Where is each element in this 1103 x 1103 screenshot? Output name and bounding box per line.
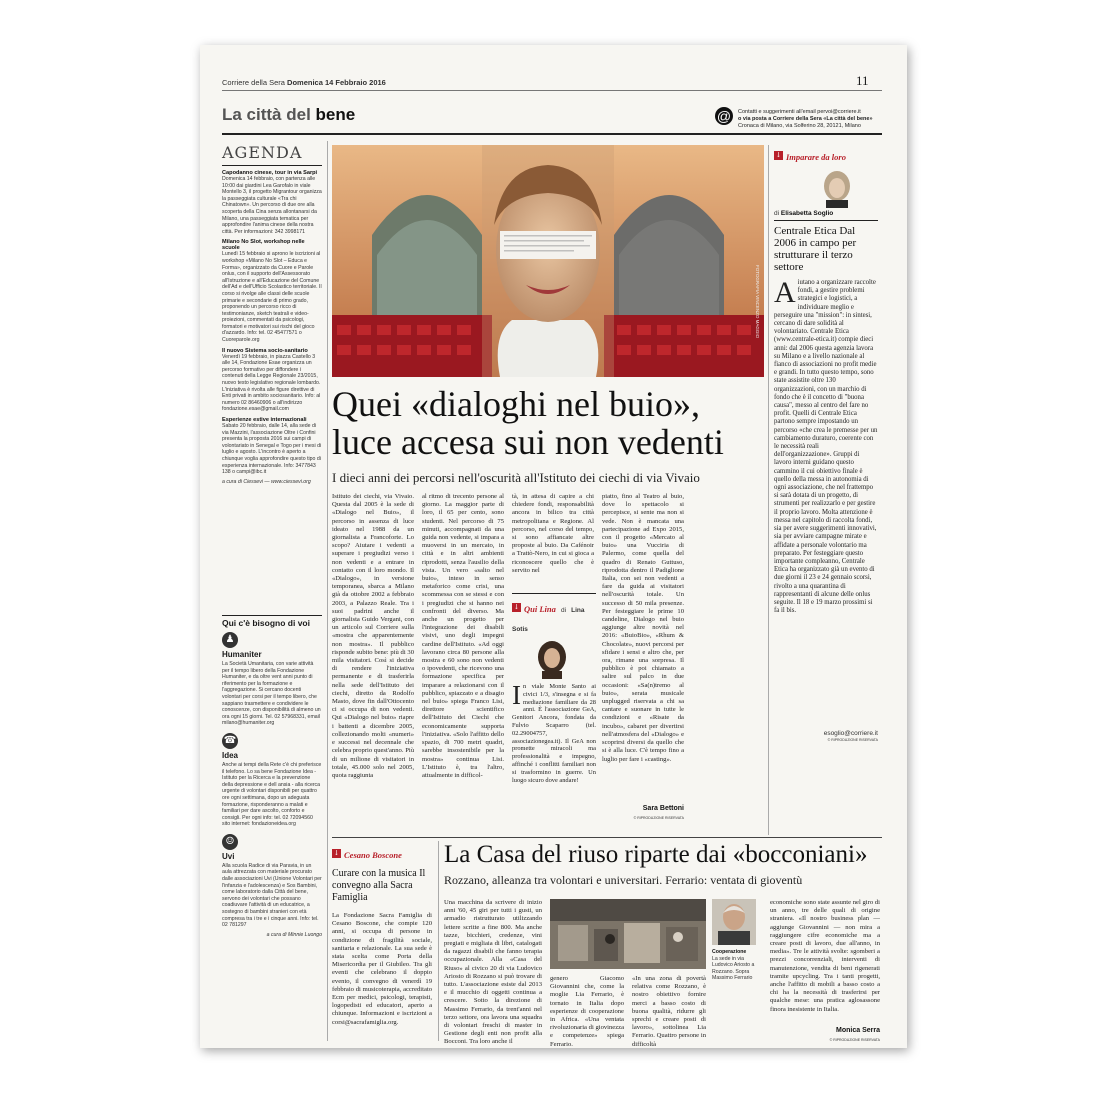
org-block <box>222 834 322 929</box>
arrow-icon: ↓ <box>333 849 340 857</box>
cesano-text: La Fondazione Sacra Famiglia di Cesano Boscone, che compie 120 anni, si occupa di persone in condizione di fragilità sociale, sanitaria e relazionale. La sua sede è stata scelta come Porta della Misericordia per il Giubileo. Tra gli eventi che celebrano il doppio evento, il convegno di venerdì 19 febbraio di musicoterapia, accreditato Ecm per medici, psicologi, terapisti, logopedisti ed educatori, aperto a chiunque. Informazioni e iscrizioni a corsi@sacrafamiglia.org. <box>332 912 432 1026</box>
org-name: Uvi <box>222 851 235 861</box>
imparare-author: Elisabetta Soglio <box>780 210 834 217</box>
agenda-item <box>222 417 322 476</box>
main-article-col-2: al ritmo di trecento persone al giorno. La maggior parte di loro, il 65 per cento, sono studenti. Nel percorso di 75 minuti, accompagnati da una guida non vedente, si impara a muoversi in un mercato, in città e in altri ambienti riprodotti, senza l'ausilio della vista. Un vero «salto nel buio», inteso in senso metaforico come crisi, una scommessa con se stessi e con i pregiudizi che si hanno nei confronti del diverso. Ma anche un progetto per l'integrazione dei disabili visivi, uno degli impegni cardine dell'Istituto. «Ad oggi lavorano circa 80 persone alla mostra e 60 sono non vedenti o ipovedenti, che ricevono una formazione specifica per imparare a relazionarsi con il pubblico, spiazzato e a disagio nel buio» spiega Franco Lisi, direttore scientifico dell'Istituto dei Ciechi che economicamente supporta l'iniziativa. «Solo l'affitto dello spazio, di 700 metri quadri, sarebbe insostenibile per la mostra» continua Lisi. L'Istituto è, tra l'altro, attualmente in difficol- <box>422 493 504 779</box>
section-title-part-b: bene <box>315 105 356 124</box>
agenda-item-body: Sabato 20 febbraio, dalle 14, alla sede di via Mazzini, l'associazione Oltre i Confini presenta la proposta 2016 sui campi di volontariato in Senegal e Togo per i mesi di luglio e agosto. L'incontro è aperto a chiunque voglia approfondire questo tipo di esperienza internazionale. Info: 3477843 138 o campi@ibc.it <box>222 423 322 476</box>
section-title-part-a: La città del <box>222 105 311 124</box>
imparare-text <box>774 276 878 727</box>
need-credit: a cura di Minnie Luongo <box>266 931 322 938</box>
photo-credit: FOTOGRAFIA VINCENZO MAGGIO <box>755 265 760 339</box>
family-icon: ☺ <box>222 834 238 850</box>
agenda-item-heading: Esperienze estive internazionali <box>222 417 307 423</box>
imparare-rights: © RIPRODUZIONE RISERVATA <box>827 738 878 742</box>
org-body: Anche ai tempi della Rete c'è chi preferisce il telefono. Lo sa bene Fondazione Idea - Istituto per la Ricerca e la prevenzione della depressione e dell ansia - alla ricerca urgente di volontari disponibili per quattro ore ogni settimana, dopo un adeguata formazione, risponderanno a malati e familiari per dare ascolto, conforto e consigli. Per ogni info: tel. 02 72094560 sito internet: fondazioneidea.org <box>222 761 322 828</box>
contact-line-2: o via posta a Corriere della Sera «La città del bene» <box>738 116 873 122</box>
main-headline-line-1: Quei «dialoghi nel buio», <box>332 384 700 424</box>
arrow-icon: ↓ <box>775 151 782 159</box>
main-article-col-1: Istituto dei ciechi, via Vivaio. Questa dal 2005 è la sede di «Dialogo nel Buio», il percorso in assenza di luce ideato nel 1988 da un giornalista a Francoforte. Lo scopo? Aiutare i vedenti a superare i pregiudizi verso i non vedenti e a entrare in contatto con il loro mondo. Il «Dialogo», in versione temporanea, sbarca a Milano già da ottobre 2002 a febbraio 2003, a Palazzo Reale. Tra i suoi padrini anche il giornalista Guido Vergani, con un articolo sul Corriere sulla «mostra che apparentemente non mostra». Il pubblico risponde subito bene: più di 30 mila visitatori. Così si decide di rendere l'iniziativa permanente e di trasferirla nella sede dell'Istituto dei ciechi, diretto da Rodolfo Masto, dove fin dall'Ottocento ci si occupa di non vedenti. Qui «Dialogo nel buio» riapre i battenti a dicembre 2005, collezionando molti «numeri» e successi nel decennale che celebra proprio quest'anno. Più di un milione di visitatori in totale, 45.000 solo nel 2005, quota raggiunta <box>332 493 414 779</box>
agenda-item-body: Domenica 14 febbraio, con partenza alle 10:00 dai giardini Lea Garofalo in viale Montello 3, il progetto Migrantour organizza la passeggiata culturale «Tra chi Chinatown». Un percorso di due ore alla scoperta della Cina senza allontanarsi da Milano, una passeggiata tematica per approfondire l'anima cinese della nostra città. Per informazioni: 342 3998171 <box>222 176 322 235</box>
main-signature: Sara Bettoni <box>642 805 684 812</box>
riuso-signature: Monica Serra <box>836 1027 880 1034</box>
org-name: Idea <box>222 750 239 760</box>
riuso-caption <box>712 949 764 982</box>
masthead <box>222 78 386 87</box>
imparare-tag: Imparare da loro <box>786 152 846 162</box>
imparare-byline <box>774 210 878 217</box>
cesano-header <box>332 843 432 862</box>
riuso-col-1: Una macchina da scrivere di inizio anni '60, 45 giri per tutti i gusti, un armadio ristrutturato utilizzando lettere scritte a fine 800. Ma anche tazze, bicchieri, credenze, vini pregiati e migliaia di libri, catalogati da ragazzi disabili che fanno terapia occupazionale. Alla «Casa del Riuso» al civico 20 di via Ludovico Ariosto di Rozzano si può trovare di tutto. L'associazione esiste dal 2013 e il mucchio di oggetti continua a crescere. Sotto la direzione di Massimo Ferrario, da trent'anni nel terzo settore, ora lavora una squadra di volontari freschi di master in Gestione degli enti non profit alla Bocconi. Tra loro anche il <box>444 899 542 1046</box>
riuso-photo-shop <box>550 899 706 969</box>
qui-lina-dropcap: I <box>512 680 521 710</box>
riuso-headline: La Casa del riuso riparte dai «bocconiani» <box>444 841 868 868</box>
soglio-portrait <box>819 170 855 208</box>
agenda-item-body: Lunedì 15 febbraio si aprono le iscrizioni al workshop «Milano No Slot – Educa e Forma», organizzato da Cuore e Parole onlus, con il supporto dell'Assessorato all'Istruzione e all'Educazione del Comune dell'Ad e dell'Ufficio Scolastico territoriale. Il corso si rivolge alle classi delle scuole primarie e secondarie di primo grado, proponendo un percorso ricco di testimonianze, sketch teatrali e video-proiezioni, commentati da psicologi, formatori e motivatori sui rischi del gioco d'azzardo. Info: tel. 02 45477571 o Cuoreparole.org <box>222 251 322 344</box>
imparare-headline: Centrale Etica Dal 2006 in campo per strutturare il terzo settore <box>774 225 857 273</box>
need-column <box>222 615 322 938</box>
qui-lina-text <box>512 680 596 784</box>
imparare-column <box>774 145 878 744</box>
contact-box <box>738 109 888 130</box>
agenda-item <box>222 170 322 235</box>
org-body: La Società Umanitaria, con varie attività per il tempo libero della Fondazione Humaniter, e da oltre vent anni punto di riferimento per la formazione e l'aggregazione. Si cercano docenti volontari per corsi per il tempo libero, che sappiano trasmettere e condividere le conoscenze, con disponibilità di almeno un ora ogni 15 giorni. Tel. 02 57968331, email milano@humaniter.org <box>222 661 321 727</box>
agenda-item-heading: Capodanno cinese, tour in via Sarpi <box>222 170 318 176</box>
qui-lina-by: di <box>560 607 567 614</box>
org-block <box>222 632 322 727</box>
imparare-email: esoglio@corriere.it <box>823 730 878 737</box>
main-article-col-4: piatto, fino al Teatro al buio, dove lo spettacolo si percepisce, si sente ma non si vede. Non è mancata una partecipazione ad Expo 2015, con il progetto «Mercato al buio» una Vucciria di Palermo, come quella del quadro di Renato Guttuso, riprodotta dentro il Padiglione Italia, con sei non vedenti a fare da guida ai visitatori nell'oscurità totale. Un successo di 50 mila presenze. Per festeggiare le prime 10 candeline, Dialogo nel buio aggiunge altre novità nel 2016: «BuioBio», «Rhum & Chocolate», nuovi percorsi per sfidare i sensi e altro che, per ora, rimane una sorpresa. Il pubblico è poi chiamato a salire sul palco in due occasioni: «Sa(n)tremo al buio», serata musicale unplugged riservata a chi sa cantare e suonare in tutte le condizioni e «Risate da incubo», cabaret per divertirsi nell'atmosfera del «Dialogo» e scoprirsi diversi da quello che si è alla luce. C'è tempo fino a luglio per fare i «casting». <box>602 493 684 763</box>
qui-lina-author: Lina Sotis <box>512 607 585 633</box>
main-article-col-3: tà, in attesa di capire a chi chiedere fondi, responsabilità ancora in bilico tra città metropolitana e Regione. Al percorso, nel corso del tempo, si sono affiancate altre proposte al buio. Da Cafénoir a Trattò-Nero, in cui si gioca a riconoscere quello che è servito nel <box>512 493 594 574</box>
imparare-header <box>774 145 878 164</box>
arrow-icon: ↓ <box>513 603 520 611</box>
riuso-caption-text: La sede in via Ludovico Ariosto a Rozzano. Sopra Massimo Ferrario <box>712 955 755 982</box>
page-number: 11 <box>856 73 869 88</box>
qui-lina-tag: Qui Lina <box>524 604 556 614</box>
lina-portrait <box>534 641 570 679</box>
people-icon: ♟ <box>222 632 238 648</box>
main-photo <box>332 145 764 377</box>
photo-illustration <box>332 145 764 377</box>
riuso-subhead: Rozzano, alleanza tra volontari e universitari. Ferrario: ventata di gioventù <box>444 873 803 887</box>
org-block <box>222 733 322 828</box>
agenda-column <box>222 143 322 485</box>
agenda-title: AGENDA <box>222 143 303 162</box>
org-body: Alla scuola Radice di via Paravia, in un aula attrezzata con materiale procurato dalle associazioni Uvi (Unione Volontari per l'infanzia e l'adolescenza) e Sos Bambini, come laboratorio dalla Città del bene, servono dei volontari che possano coadiuvare l'attività di un educatrice, a sostegno di bambini stranieri con età compresa tra i tre e i cinque anni. Info: tel. 02 781297 <box>222 862 322 929</box>
org-name: Humaniter <box>222 650 262 659</box>
contact-line-3: Cronaca di Milano, via Solferino 28, 20121, Milano <box>738 123 861 129</box>
riuso-col-2: genero Giacomo Giovannini che, come la moglie Lia Ferrario, è tornato in Italia dopo esperienze di cooperazione in Africa. «Una ventata rivoluzionaria di giovinezza e competenze» spiega Ferrario. <box>550 975 624 1048</box>
riuso-col-3: «In una zona di povertà relativa come Rozzano, è nostro obiettivo fornire merci a basso costo di buona qualità, ridurre gli sprechi e creare posti di lavoro», sottolinea Lia Ferrario. Quattro persone in difficoltà <box>632 975 706 1048</box>
riuso-caption-title: Cooperazione <box>712 949 747 955</box>
agenda-item-heading: Il nuovo Sistema socio-sanitario <box>222 347 308 354</box>
main-headline <box>332 385 772 461</box>
qui-lina-header <box>512 597 596 635</box>
qui-lina-box <box>512 593 596 784</box>
main-subhead: I dieci anni dei percorsi nell'oscurità all'Istituto dei ciechi di via Vivaio <box>332 470 700 485</box>
need-title: Qui c'è bisogno di voi <box>222 618 310 628</box>
main-rights: © RIPRODUZIONE RISERVATA <box>633 816 684 820</box>
agenda-credit: a cura di Ciessevi — www.ciessevi.org <box>222 478 311 485</box>
main-headline-line-2: luce accesa sui non vedenti <box>332 422 724 462</box>
issue-date: Domenica 14 Febbraio 2016 <box>287 78 386 87</box>
agenda-item <box>222 239 322 343</box>
newspaper-page <box>200 45 907 1048</box>
agenda-item-body: Venerdì 19 febbraio, in piazza Castello 3 alle 14, Fondazione Esae organizza un percorso formativo per diffondere i contenuti della Legge Regionale 23/2015, nuovo testo legislativo regionale lombardo. L'iniziativa è rivolta alle figure direttive di Enti privati in ambito sociosanitario. Info: al numero 02 86460906 o all'indirizzo fondazione.esae@gmail.com <box>222 353 321 413</box>
phone-icon: ☎ <box>222 733 238 749</box>
agenda-item-heading: Milano No Slot, workshop nelle scuole <box>222 239 305 252</box>
riuso-col-4: economiche sono state assunte nel giro di un anno, tre delle quali di origine straniera. «Il nostro business plan — aggiunge Giovannini — non mira a raggiungere cifre economiche ma a creare posti di lavoro, due all'anno, in media». Tre le attività svolte: sgomberi a prezzi concorrenziali, interventi di manutenzione, vendita di beni rigenerati tramite upcycling. Tra i tanti progetti, anche l'affitto di mobili a basso costo a chi ha la necessità di trasferirsi per qualche mese: una pratica aglosassone finora inesistente in Italia. <box>770 899 880 1013</box>
at-icon: @ <box>716 108 732 124</box>
agenda-item <box>222 348 322 413</box>
riuso-rights: © RIPRODUZIONE RISERVATA <box>829 1038 880 1042</box>
section-title <box>222 105 355 125</box>
imparare-body: iutano a organizzare raccolte fondi, a gestire problemi strategici e logistici, a individuare meglio e perseguire una "mission": in sintesi, cercano di dare solidità al volontariato. Centrale Etica (www.centrale-etica.it) compie dieci anni: dal 2006 questa agenzia lavora su Milano e a livello nazionale al fianco di associazioni no profit medie e grandi. In tutto questo tempo, sono state assistite oltre 130 organizzazioni, con un marchio di fondo che è il concetto di "buona causa", messo al centro del fare no profit. Quelli di Centrale Etica partono sempre impostando un percorso «che crea le premesse per un cambiamento duraturo, coerente con le necessità reali dell'organizzazione». Gruppi di lavoro interni guidano questo cammino il cui obiettivo finale è quello della messa in autonomia di ogni associazione, che nel frattempo si sarà dotata di un progetto, di strumenti per realizzarlo e per gestire il proprio lavoro. Molta attenzione è messa nel capitolo di raccolta fondi, sia per avere suggerimenti innovativi, sia per avviare campagne mirate e affidate a personale volontario ma preparato. Per festeggiare questo importante compleanno, Centrale Etica ha organizzato già un evento di due giorni il 23 e 24 gennaio scorsi, rivolto a una quarantina di rappresentanti di alcune delle onlus seguite. Il 18 e 19 marzo prossimi si fa il bis. <box>774 279 878 615</box>
qui-lina-body: n viale Monte Santo ai civici 1/3, s'insegna e si fa mediazione familiare da 28 anni. È l'associazione GeA, Genitori Ancora, fondata da Fulvio Scaparro (tel. 02.29004757, associazionegea.it). Il GeA non promette miracoli ma professionalità e impegno, affinché i conflitti familiari non si trasformino in guerre. Un luogo sicuro dove andare! <box>512 683 596 784</box>
paper-name: Corriere della Sera <box>222 78 285 87</box>
imparare-dropcap: A <box>774 276 796 309</box>
cesano-tag: Cesano Boscone <box>344 850 402 860</box>
cesano-headline: Curare con la musica Il convegno alla Sacra Famiglia <box>332 868 426 903</box>
contact-line-1: Contatti e suggerimenti all'email pervoi@corriere.it <box>738 109 861 115</box>
imparare-by: di <box>774 210 780 217</box>
ferrario-portrait <box>712 899 756 945</box>
cesano-column <box>332 843 432 1057</box>
